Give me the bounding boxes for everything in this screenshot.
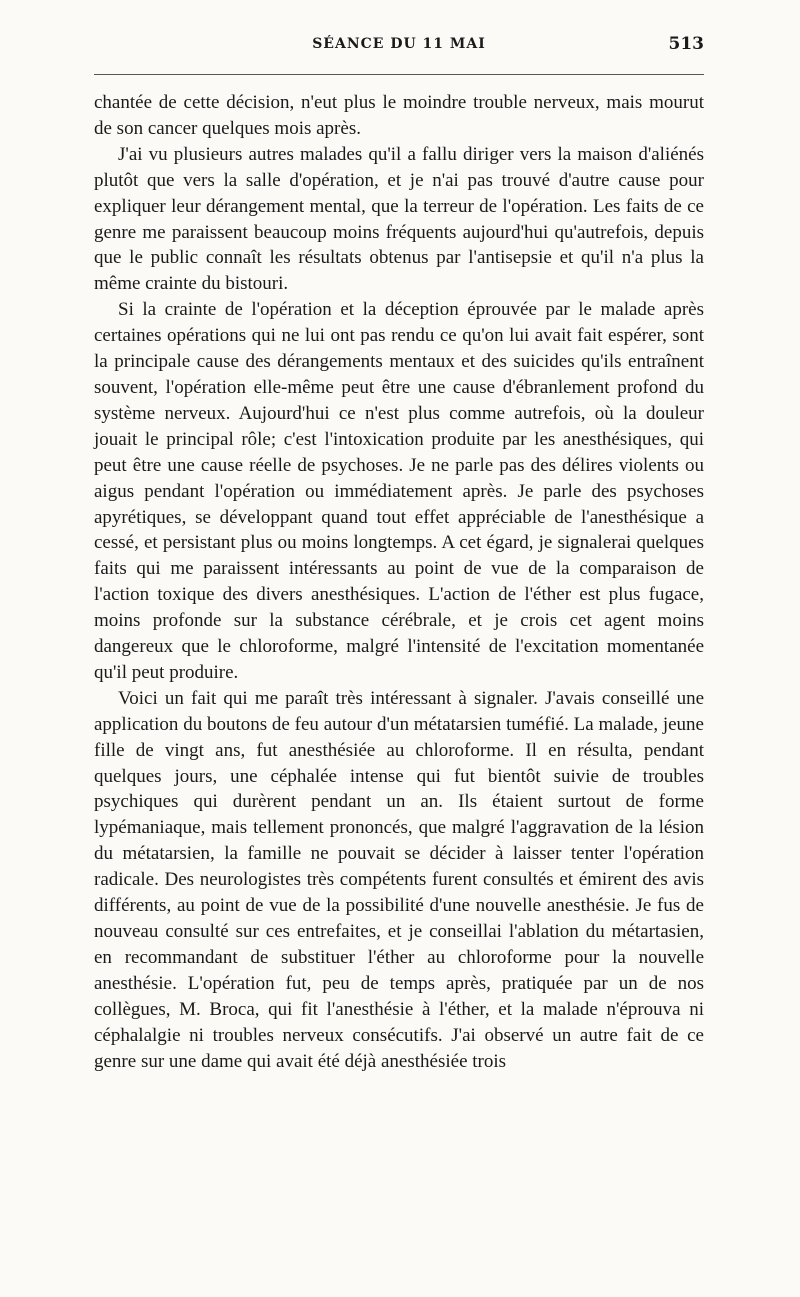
- paragraph-continued: chantée de cette décision, n'eut plus le moindre trouble nerveux, mais mourut de son cancer quelques mois après.: [94, 92, 704, 139]
- running-title: SÉANCE DU 11 MAI: [312, 36, 486, 52]
- paragraph: Voici un fait qui me paraît très intéressant à signaler. J'avais conseillé une application du boutons de feu autour d'un métatarsien tuméfié. La malade, jeune fille de vingt ans, fut anesthésiée au chloroforme. Il en résulta, pendant quelques jours, une céphalée intense qui fut bientôt suivie de troubles psychiques qui durèrent pendant un an. Ils étaient surtout de forme lypémaniaque, mais tellement prononcés, que malgré l'aggravation de la lésion du métatarsien, la famille ne pouvait se décider à laisser tenter l'opération radicale. Des neurologistes très compétents furent consultés et émirent des avis différents, au point de vue de la possibilité d'une nouvelle anesthésie. Je fus de nouveau consulté sur ces entrefaites, et je conseillai l'ablation du métartasien, en recommandant de substituer l'éther au chloroforme pour la nouvelle anesthésie. L'opération fut, peu de temps après, pratiquée par un de nos collègues, M. Broca, qui fit l'anesthésie à l'éther, et la malade n'éprouva ni céphalalgie ni troubles nerveux consécutifs. J'ai observé un autre fait de ce genre sur une dame qui avait été déjà anesthésiée trois: [94, 687, 704, 1072]
- page-header: [94, 36, 704, 58]
- body-text: [94, 90, 704, 1074]
- page-number: 513: [668, 34, 704, 54]
- paragraph: Si la crainte de l'opération et la déception éprouvée par le malade après certaines opérations qui ne lui ont pas rendu ce qu'on lui avait fait espérer, sont la principale cause des dérangements mentaux et des suicides qu'ils entraînent souvent, l'opération elle-même peut être une cause d'ébranlement profond du système nerveux. Aujourd'hui ce n'est plus comme autrefois, où la douleur jouait le principal rôle; c'est l'intoxication produite par les anesthésiques, qui peut être une cause réelle de psychoses. Je ne parle pas des délires violents ou aigus pendant l'opération ou immédiatement après. Je parle des psychoses apyrétiques, se développant quand tout effet appréciable de l'anesthésique a cessé, et persistant plus ou moins longtemps. A cet égard, je signalerai quelques faits qui me paraissent intéressants au point de vue de la comparaison de l'action toxique des divers anesthésiques. L'action de l'éther est plus fugace, moins profonde sur la substance cérébrale, et je crois cet agent moins dangereux que le chloroforme, malgré l'intensité de l'excitation momentanée qu'il peut produire.: [94, 299, 704, 683]
- header-rule: [94, 74, 704, 75]
- paragraph: J'ai vu plusieurs autres malades qu'il a fallu diriger vers la maison d'aliénés plutôt que vers la salle d'opération, et je n'ai pas trouvé d'autre cause pour expliquer leur dérangement mental, que la terreur de l'opération. Les faits de ce genre me paraissent beaucoup moins fréquents aujourd'hui qu'autrefois, depuis que le public connaît les résultats obtenus par l'antisepsie et qu'il n'a plus la même crainte du bistouri.: [94, 143, 704, 295]
